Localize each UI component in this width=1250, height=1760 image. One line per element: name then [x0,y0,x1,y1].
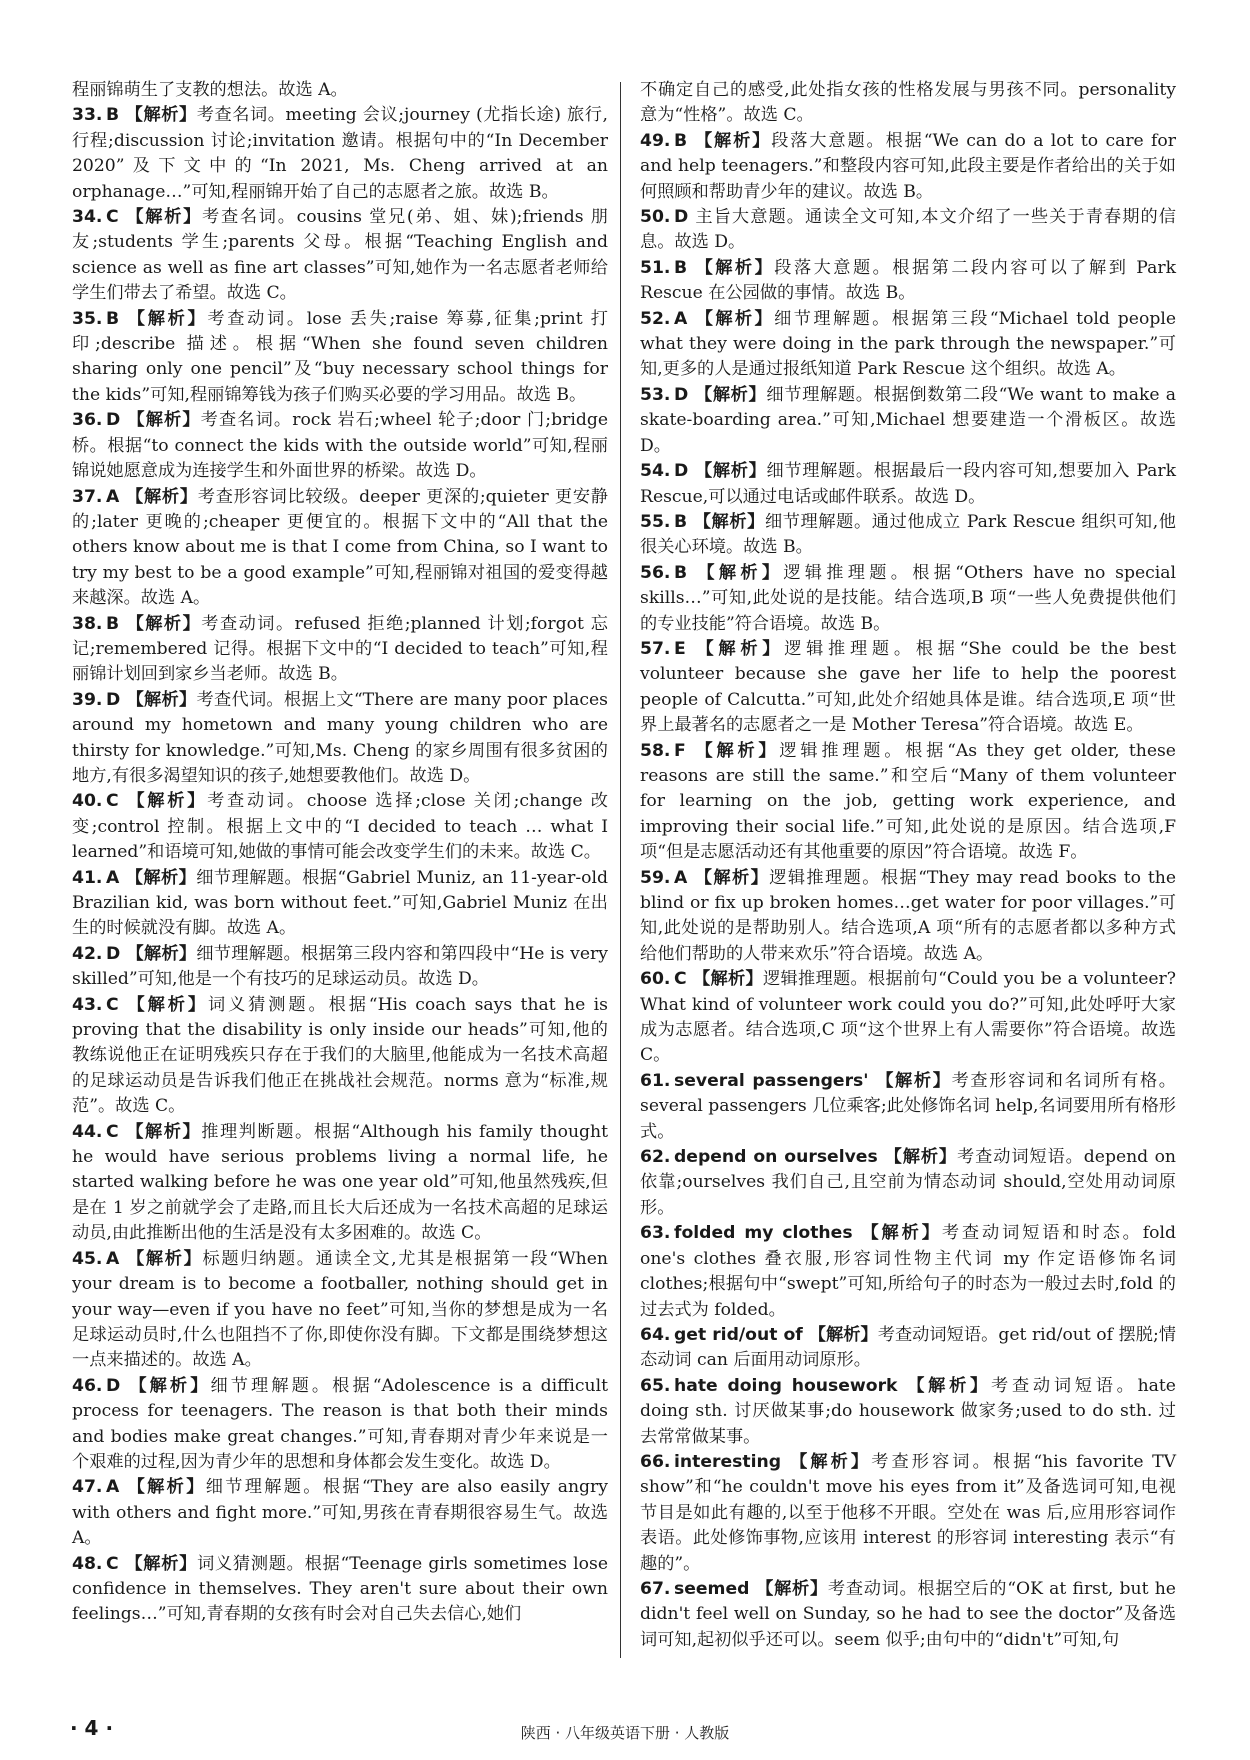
page-number: · 4 · [70,1716,114,1740]
footer-text: 陕西 · 八年级英语下册 · 人教版 [520,1724,730,1742]
analysis-text: 细节理解题。根据“Gabriel Muniz, an 11-year-old Brazilian kid, was born without feet.”可知,Gabriel Muniz 在出生的时候就没有脚。故选 A。 [72,867,608,939]
analysis-text: 主旨大意题。通读全文可知,本文介绍了一些关于青春期的信息。故选 D。 [640,207,1176,253]
question-number: 67. [640,1578,671,1599]
analysis-tag: 【解析】 [124,994,208,1015]
analysis-tag: 【解析】 [126,943,197,964]
analysis-tag: 【解析】 [692,969,763,990]
analysis-tag: 【解析】 [694,461,767,482]
analysis-text: 考查形容词和名词所有格。several passengers 几位乘客;此处修饰名词 help,名词要用所有格形式。 [640,1070,1176,1142]
analysis-text: 段落大意题。根据第二段内容可以了解到 Park Rescue 在公园做的事情。故选 B。 [640,257,1176,304]
analysis-text: 细节理解题。根据最后一段内容可知,想要加入 Park Rescue,可以通过电话或邮件联系。故选 D。 [640,461,1176,507]
question-number: 33. [72,105,103,126]
answer-entry [72,993,608,1120]
analysis-tag: 【解析】 [124,207,203,228]
question-number: 63. [640,1223,671,1244]
question-number: 51. [640,257,671,278]
answer-entry [640,510,1176,561]
answer: B [106,105,120,126]
question-number: 59. [640,867,671,888]
analysis-tag: 【解析】 [125,867,197,888]
answer-entry [72,485,608,612]
analysis-tag: 【解析】 [693,130,772,151]
answer-entry [640,866,1176,968]
answer-entry [640,129,1176,205]
analysis-tag: 【解析】 [124,1553,198,1574]
answer-entry [640,561,1176,637]
answer: C [106,207,119,228]
question-number: 66. [640,1451,671,1472]
analysis-text: 段落大意题。根据“We can do a lot to care for and help teenagers.”和整段内容可知,此段主要是作者给出的关于如何照顾和帮助青少年的建议。故选 B。 [640,130,1176,202]
analysis-text: 词义猜测题。根据“Teenage girls sometimes lose confidence in themselves. They aren't sure about their own feelings…”可知,青春期的女孩有时会对自己失去信心,她们 [72,1553,608,1625]
answer-entry [640,1145,1176,1221]
answer: D [674,461,689,482]
question-number: 64. [640,1324,671,1345]
analysis-tag: 【解析】 [124,791,208,812]
answer: B [106,613,120,634]
answer-entry [640,1374,1176,1450]
question-number: 36. [72,410,103,431]
question-number: 37. [72,486,103,507]
analysis-text: 标题归纳题。通读全文,尤其是根据第一段“When your dream is to become a footballer, nothing should get in your way—even if you have no feet”可知,当你的梦想是成为一名足球运动员时,什么也阻挡不了你,即使你没有脚。下文都是围绕梦想这一点来描述的。故选 A。 [72,1248,608,1371]
analysis-tag: 【解析】 [125,105,197,126]
analysis-text: 逻辑推理题。根据“They may read books to the blind or fix up broken homes…get water for poor villages.”可知,此处说的是帮助别人。结合选项,A 项“所有的志愿者都以多种方式给他们帮助的人带来欢乐”符合语境。故选 A。 [640,867,1176,964]
analysis-text: 考查名词。cousins 堂兄(弟、姐、妹);friends 朋友;students 学生;parents 父母。根据“Teaching English and science as well as fine art classes”可知,她作为一名志愿者老师给学生们带去了希望。故选 C。 [72,207,608,304]
analysis-tag: 【解析】 [125,613,202,634]
answer-entry [72,1552,608,1628]
question-number: 57. [640,638,671,659]
question-number: 65. [640,1375,671,1396]
answer: D [106,410,121,431]
analysis-tag: 【解析】 [126,689,197,710]
question-number: 56. [640,562,671,583]
answer: depend on ourselves [674,1147,878,1168]
analysis-text: 细节理解题。根据第三段“Michael told people what they were doing in the park through the newspaper.”可知,更多的人是通过报纸知道 Park Rescue 这个组织。故选 A。 [640,308,1176,380]
analysis-text: 考查形容词。根据“his favorite TV show”和“he couldn't move his eyes from it”及备选词可知,电视节目是如此有趣的,以至于他移不开眼。空处在 was 后,应用形容词作表语。此处修饰事物,应该用 interest 的形容词 interesting 表示“有趣的”。 [640,1451,1176,1574]
analysis-text: 逻辑推理题。根据“As they get older, these reasons are still the same.”和空后“Many of them volunteer for learning on the job, getting work experience, and improving their social life.”可知,此处说的是原因。结合选项,F 项“但是志愿活动还有其他重要的原因”符合语境。故选 F。 [640,740,1176,863]
analysis-tag: 【解析】 [125,308,208,329]
answer: C [674,969,687,990]
analysis-text: 考查动词。refused 拒绝;planned 计划;forgot 忘记;remembered 记得。根据下文中的“I decided to teach”可知,程丽锦计划回到家乡当老师。故选 B。 [72,613,608,685]
answer: get rid/out of [674,1324,803,1345]
analysis-text: 考查名词。meeting 会议;journey (尤指长途) 旅行,行程;discussion 讨论;invitation 邀请。根据句中的“In December 2020”及下文中的“In 2021, Ms. Cheng arrived at an orphanage…”可知,程丽锦开始了自己的志愿者之旅。故选 B。 [72,105,608,202]
answer: seemed [674,1578,750,1599]
answer-entry [72,942,608,993]
analysis-text: 考查代词。根据上文“There are many poor places around my hometown and many young children who are thirsty for knowledge.”可知,Ms. Cheng 的家乡周围有很多贫困的地方,有很多渴望知识的孩子,她想要教他们。故选 D。 [72,689,608,786]
analysis-text: 考查动词。lose 丢失;raise 筹募,征集;print 打印;describe 描述。根据“When she found seven children sharing only one pencil”及“buy necessary school things for the kids”可知,程丽锦筹钱为孩子们购买必要的学习用品。故选 B。 [72,308,608,405]
analysis-tag: 【解析】 [125,1248,203,1269]
analysis-text: 考查动词。根据空后的“OK at first, but he didn't feel well on Sunday, so he had to see the doctor”及备选词可知,起初似乎还可以。seem 似乎;由句中的“didn't”可知,句 [640,1578,1176,1650]
column-divider [620,82,621,1658]
answer: A [106,1477,120,1498]
analysis-text: 逻辑推理题。根据“Others have no special skills…”可知,此处说的是技能。结合选项,B 项“一些人免费提供他们的专业技能”符合语境。故选 B。 [640,562,1176,634]
left-continuation: 程丽锦萌生了支教的想法。故选 A。 [72,80,348,100]
analysis-text: 逻辑推理题。根据前句“Could you be a volunteer? What kind of volunteer work could you do?”可知,此处呼吁大家成为志愿者。结合选项,C 项“这个世界上有人需要你”符合语境。故选 C。 [640,969,1176,1066]
analysis-text: 细节理解题。根据“They are also easily angry with others and fight more.”可知,男孩在青春期很容易生气。故选 A。 [72,1477,608,1549]
analysis-tag: 【解析】 [883,1147,958,1168]
answer: F [674,740,686,761]
analysis-tag: 【解析】 [125,1477,206,1498]
analysis-text: 词义猜测题。根据“His coach says that he is proving that the disability is only inside our heads”可知,他的教练说他正在证明残疾只存在于我们的大脑里,他能成为一名技术高超的足球运动员是告诉我们他正在挑战社会规范。norms 意为“标准,规范”。故选 C。 [72,994,608,1117]
answer: A [674,308,688,329]
answer: A [674,867,688,888]
answer-entry [72,1374,608,1476]
analysis-tag: 【解析】 [903,1375,991,1396]
answer: D [106,1375,121,1396]
answer-entry [640,739,1176,866]
question-number: 54. [640,461,671,482]
question-number: 53. [640,384,671,405]
analysis-tag: 【解析】 [693,867,770,888]
right-continuation: 不确定自己的感受,此处指女孩的性格发展与男孩不同。personality 意为“性格”。故选 C。 [640,80,1176,126]
answer-entry [640,1221,1176,1323]
answer: interesting [674,1451,782,1472]
answer-entry [640,1450,1176,1577]
answer-entry [640,256,1176,307]
question-number: 47. [72,1477,103,1498]
analysis-tag: 【解析】 [691,638,785,659]
analysis-text: 推理判断题。根据“Although his family thought he would have serious problems living a normal life, he started walking before he was one year old”可知,他虽然残疾,但是在 1 岁之前就学会了走路,而且长大后还成为一名技术高超的足球运动员,由此推断出他的生活是没有太多困难的。故选 C。 [72,1121,608,1244]
answer: C [106,994,119,1015]
answer-entry [640,1577,1176,1653]
analysis-tag: 【解析】 [693,511,765,532]
analysis-text: 细节理解题。根据倒数第二段“We want to make a skate-boarding area.”可知,Michael 想要建造一个滑板区。故选 D。 [640,384,1176,456]
answer-entry [72,1247,608,1374]
answer-entry [72,205,608,307]
analysis-text: 考查形容词比较级。deeper 更深的;quieter 更安静的;later 更晚的;cheaper 更便宜的。根据下文中的“All that the others know about me is that I come from China, so I want to try my best to be a good example”可知,程丽锦对祖国的爱变得越来越深。故选 A。 [72,486,608,609]
answer-entry [640,1323,1176,1374]
answer: several passengers' [674,1070,869,1091]
right-column [640,78,1176,1653]
answer-entry [72,1475,608,1551]
left-column [72,78,608,1628]
question-number: 41. [72,867,103,888]
analysis-text: 细节理解题。根据“Adolescence is a difficult process for teenagers. The reason is that both their minds and bodies make great changes.”可知,青春期对青少年来说是一个艰难的过程,因为青少年的思想和身体都会发生变化。故选 D。 [72,1375,608,1472]
question-number: 61. [640,1070,671,1091]
answer: D [106,689,121,710]
answer-entry [72,103,608,205]
answer-entry [640,307,1176,383]
analysis-tag: 【解析】 [693,257,775,278]
answer-entry [640,205,1176,256]
analysis-tag: 【解析】 [694,384,767,405]
question-number: 35. [72,308,103,329]
analysis-text: 考查动词短语。hate doing sth. 讨厌做某事;do housework 做家务;used to do sth. 过去常常做某事。 [640,1375,1176,1447]
question-number: 60. [640,969,671,990]
analysis-tag: 【解析】 [808,1324,878,1345]
question-number: 49. [640,130,671,151]
answer: C [106,1121,119,1142]
answer-entry [72,307,608,409]
answer: D [674,207,689,228]
question-number: 44. [72,1121,103,1142]
answer: D [106,943,121,964]
analysis-tag: 【解析】 [125,486,198,507]
analysis-tag: 【解析】 [126,410,201,431]
answer-entry [72,688,608,790]
analysis-text: 考查动词短语。depend on 依靠;ourselves 我们自己,且空前为情态动词 should,空处用动词原形。 [640,1147,1176,1218]
analysis-text: 细节理解题。通过他成立 Park Rescue 组织可知,他很关心环境。故选 B。 [640,511,1176,558]
question-number: 34. [72,207,103,228]
question-number: 46. [72,1375,103,1396]
answer-entry [640,1069,1176,1145]
question-number: 52. [640,308,671,329]
question-number: 43. [72,994,103,1015]
answer: C [106,1553,119,1574]
analysis-tag: 【解析】 [691,740,780,761]
answer-entry [640,459,1176,510]
answer-entry [640,637,1176,739]
analysis-tag: 【解析】 [874,1070,952,1091]
answer: folded my clothes [674,1223,853,1244]
analysis-tag: 【解析】 [693,308,775,329]
analysis-tag: 【解析】 [858,1223,942,1244]
answer: B [674,257,688,278]
question-number: 58. [640,740,671,761]
question-number: 48. [72,1553,103,1574]
answer-entry [640,383,1176,459]
question-number: 42. [72,943,103,964]
analysis-tag: 【解析】 [755,1578,828,1599]
answer-entry [72,1120,608,1247]
answer-entry [640,967,1176,1069]
answer: B [674,562,688,583]
analysis-text: 考查动词短语。get rid/out of 摆脱;情态动词 can 后面用动词原形。 [640,1324,1176,1371]
answer-entry [72,408,608,484]
answer: E [674,638,686,659]
analysis-text: 考查动词短语和时态。fold one's clothes 叠衣服,形容词性物主代词 my 作定语修饰名词 clothes;根据句中“swept”可知,所给句子的时态为一般过去时,fold 的过去式为 folded。 [640,1223,1176,1320]
answer: A [106,486,120,507]
analysis-text: 细节理解题。根据第三段内容和第四段中“He is very skilled”可知,他是一个有技巧的足球运动员。故选 D。 [72,943,608,990]
answer: B [106,308,120,329]
answer: A [106,867,120,888]
answer-entry [72,612,608,688]
question-number: 50. [640,207,671,228]
question-number: 55. [640,511,671,532]
analysis-tag: 【解析】 [693,562,784,583]
answer: D [674,384,689,405]
answer: A [106,1248,120,1269]
answer: B [674,130,688,151]
question-number: 40. [72,791,103,812]
answer: C [106,791,119,812]
analysis-text: 考查名词。rock 岩石;wheel 轮子;door 门;bridge 桥。根据“to connect the kids with the outside world”可知,程丽锦说她愿意成为连接学生和外面世界的桥梁。故选 D。 [72,410,608,482]
analysis-tag: 【解析】 [124,1121,202,1142]
answer-entry [72,789,608,865]
analysis-tag: 【解析】 [126,1375,211,1396]
analysis-tag: 【解析】 [787,1451,872,1472]
question-number: 45. [72,1248,103,1269]
question-number: 62. [640,1147,671,1168]
analysis-text: 逻辑推理题。根据“She could be the best volunteer because she gave her life to help the poorest people of Calcutta.”可知,此处介绍她具体是谁。结合选项,E 项“世界上最著名的志愿者之一是 Mother Teresa”符合语境。故选 E。 [640,638,1176,736]
answer: B [674,511,688,532]
analysis-text: 考查动词。choose 选择;close 关闭;change 改变;control 控制。根据上文中的“I decided to teach … what I learned”和语境可知,她做的事情可能会改变学生们的未来。故选 C。 [72,791,608,863]
question-number: 39. [72,689,103,710]
answer: hate doing housework [674,1375,898,1396]
answer-entry [72,866,608,942]
question-number: 38. [72,613,103,634]
